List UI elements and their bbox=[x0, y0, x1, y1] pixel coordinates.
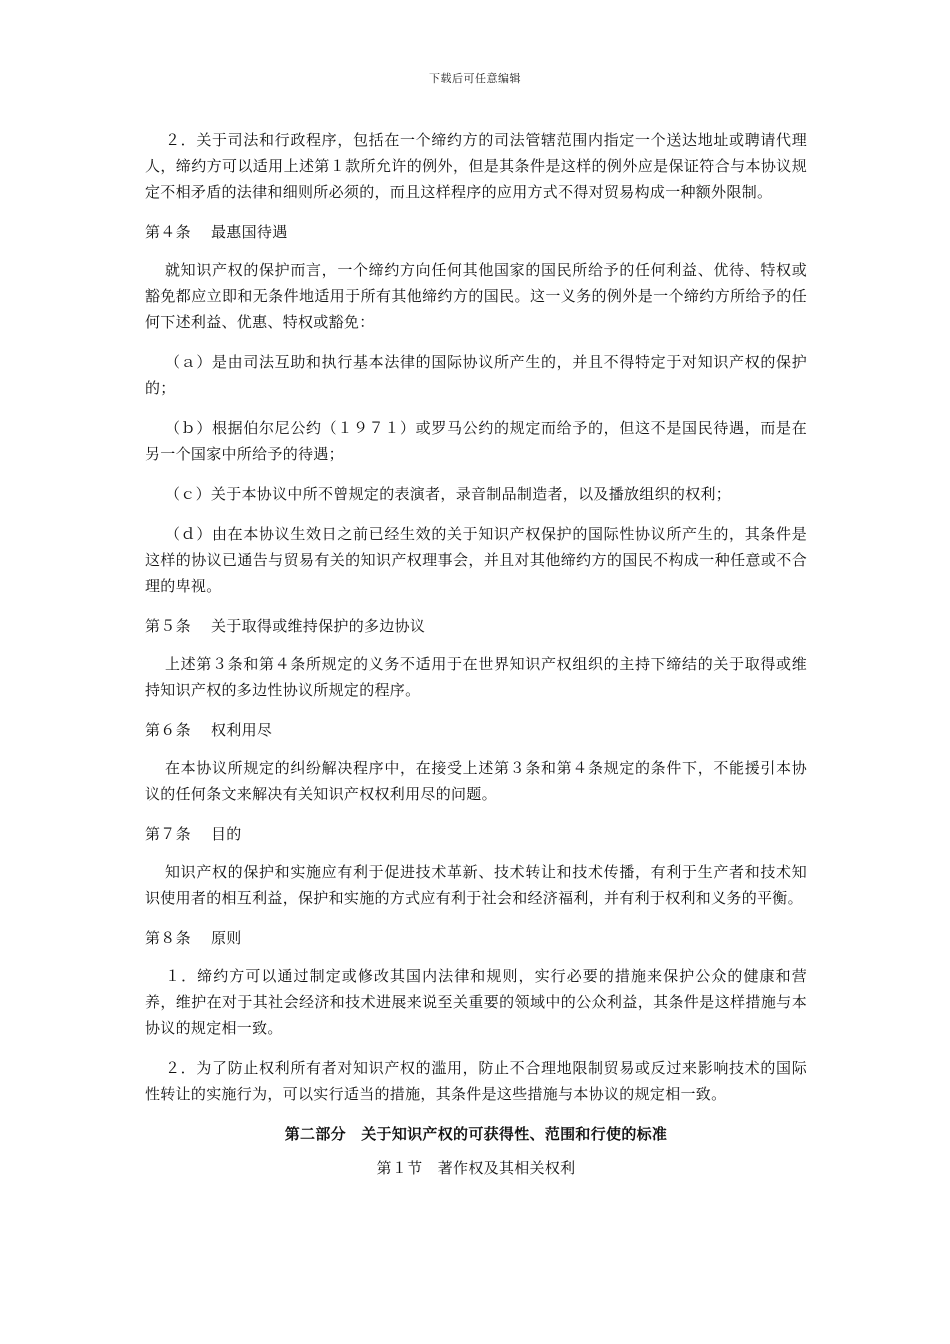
article-title: 关于取得或维持保护的多边协议 bbox=[211, 617, 426, 635]
article-number: 第７条 bbox=[145, 825, 191, 843]
section-heading: 第１节 著作权及其相关权利 bbox=[376, 1159, 576, 1177]
paragraph: ２．为了防止权利所有者对知识产权的滥用，防止不合理地限制贸易或反过来影响技术的国际性转让的实施行为，可以实行适当的措施，其条件是这些措施与本协议的规定相一致。 bbox=[145, 1059, 807, 1103]
paragraph: 在本协议所规定的纠纷解决程序中，在接受上述第３条和第４条规定的条件下，不能援引本协议的任何条文来解决有关知识产权权利用尽的问题。 bbox=[145, 759, 807, 803]
document-body bbox=[145, 127, 807, 1181]
article-title: 原则 bbox=[211, 929, 242, 947]
paragraph: （ｄ）由在本协议生效日之前已经生效的关于知识产权保护的国际性协议所产生的，其条件是这样的协议已通告与贸易有关的知识产权理事会，并且对其他缔约方的国民不构成一种任意或不合理的卑视。 bbox=[145, 525, 807, 595]
part-heading: 第二部分 关于知识产权的可获得性、范围和行使的标准 bbox=[284, 1125, 668, 1143]
paragraph: 知识产权的保护和实施应有利于促进技术革新、技术转让和技术传播，有利于生产者和技术知识使用者的相互利益，保护和实施的方式应有利于社会和经济福利，并有利于权利和义务的平衡。 bbox=[145, 863, 807, 907]
paragraph: 就知识产权的保护而言，一个缔约方向任何其他国家的国民所给予的任何利益、优待、特权或豁免都应立即和无条件地适用于所有其他缔约方的国民。这一义务的例外是一个缔约方所给予的任何下述利益、优惠、特权或豁免： bbox=[145, 261, 807, 331]
paragraph: （ｂ）根据伯尔尼公约（１９７１）或罗马公约的规定而给予的，但这不是国民待遇，而是在另一个国家中所给予的待遇； bbox=[145, 419, 807, 463]
article-heading bbox=[145, 821, 807, 847]
page-header: 下载后可任意编辑 bbox=[429, 72, 521, 85]
article-number: 第６条 bbox=[145, 721, 191, 739]
article-heading bbox=[145, 925, 807, 951]
article-heading bbox=[145, 219, 807, 245]
paragraph: （ａ）是由司法互助和执行基本法律的国际协议所产生的，并且不得特定于对知识产权的保护的； bbox=[145, 353, 807, 397]
paragraph: ２．关于司法和行政程序，包括在一个缔约方的司法管辖范围内指定一个送达地址或聘请代理人，缔约方可以适用上述第１款所允许的例外，但是其条件是这样的例外应是保证符合与本协议规定不相矛盾的法律和细则所必须的，而且这样程序的应用方式不得对贸易构成一种额外限制。 bbox=[145, 131, 807, 201]
article-title: 目的 bbox=[211, 825, 242, 843]
article-title: 权利用尽 bbox=[211, 721, 273, 739]
article-heading bbox=[145, 613, 807, 639]
paragraph: （ｃ）关于本协议中所不曾规定的表演者，录音制品制造者，以及播放组织的权利； bbox=[165, 485, 732, 503]
article-heading bbox=[145, 717, 807, 743]
article-number: 第５条 bbox=[145, 617, 191, 635]
paragraph: 上述第３条和第４条所规定的义务不适用于在世界知识产权组织的主持下缔结的关于取得或维持知识产权的多边性协议所规定的程序。 bbox=[145, 655, 807, 699]
paragraph: １．缔约方可以通过制定或修改其国内法律和规则，实行必要的措施来保护公众的健康和营养，维护在对于其社会经济和技术进展来说至关重要的领域中的公众利益，其条件是这样措施与本协议的规定相一致。 bbox=[145, 967, 807, 1037]
article-number: 第８条 bbox=[145, 929, 191, 947]
article-title: 最惠国待遇 bbox=[211, 223, 288, 241]
article-number: 第４条 bbox=[145, 223, 191, 241]
